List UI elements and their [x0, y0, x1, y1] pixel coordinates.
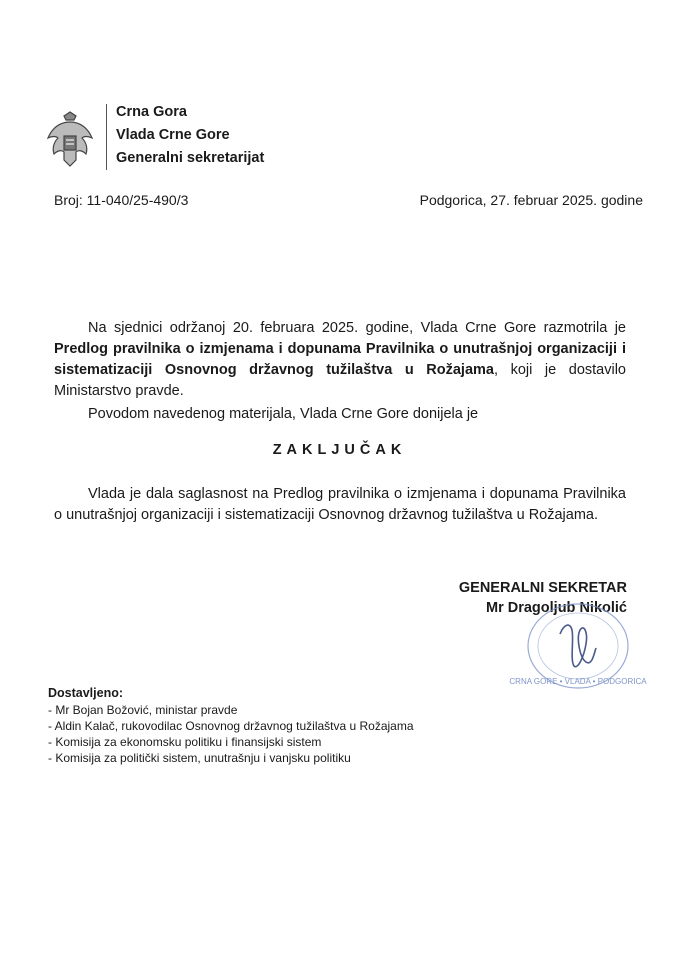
paragraph-intro — [54, 318, 626, 402]
distribution-item: - Mr Bojan Božović, ministar pravde — [48, 703, 238, 717]
distribution-item: - Aldin Kalač, rukovodilac Osnovnog državnog tužilaštva u Rožajama — [48, 719, 414, 733]
header-divider — [106, 104, 107, 170]
header-secretariat: Generalni sekretarijat — [116, 150, 265, 166]
stamp-text: CRNA GORE • VLADA • PODGORICA — [509, 677, 647, 686]
paragraph-decision: Povodom navedenog materijala, Vlada Crne Gore donijela je — [88, 406, 479, 422]
document-date: Podgorica, 27. februar 2025. godine — [419, 192, 643, 208]
distribution-item: - Komisija za politički sistem, unutrašnju i vanjsku politiku — [48, 751, 351, 765]
signature-name: Mr Dragoljub Nikolić — [486, 600, 627, 616]
document-title: ZAKLJUČAK — [272, 442, 407, 458]
official-stamp — [509, 600, 647, 692]
paragraph-intro-end: , koji je dostavilo Ministarstvo pravde. — [54, 362, 626, 399]
paragraph-conclusion-text: Vlada je dala saglasnost na Predlog pravilnika o izmjenama i dopunama Pravilnika o unutrašnjoj organizaciji i sistematizaciji Osnovnog državnog tužilaštva u Rožajama. — [54, 486, 626, 523]
paragraph-intro-start: Na sjednici održanoj 20. februara 2025. godine, Vlada Crne Gore razmotrila je — [88, 320, 626, 336]
distribution-title: Dostavljeno: — [48, 686, 124, 700]
distribution-item: - Komisija za ekonomsku politiku i finansijski sistem — [48, 735, 322, 749]
header-government: Vlada Crne Gore — [116, 127, 230, 143]
header-country: Crna Gora — [116, 104, 187, 120]
signature-role: GENERALNI SEKRETAR — [458, 580, 627, 596]
paragraph-conclusion — [54, 484, 626, 526]
distribution-list — [48, 702, 414, 766]
reference-number: Broj: 11-040/25-490/3 — [54, 192, 189, 208]
paragraph-intro-bold: Predlog pravilnika o izmjenama i dopunama Pravilnika o unutrašnjoj organizaciji i sistematizaciji Osnovnog državnog tužilaštva u Rožajama — [54, 341, 626, 378]
coat-of-arms-icon — [42, 110, 98, 170]
